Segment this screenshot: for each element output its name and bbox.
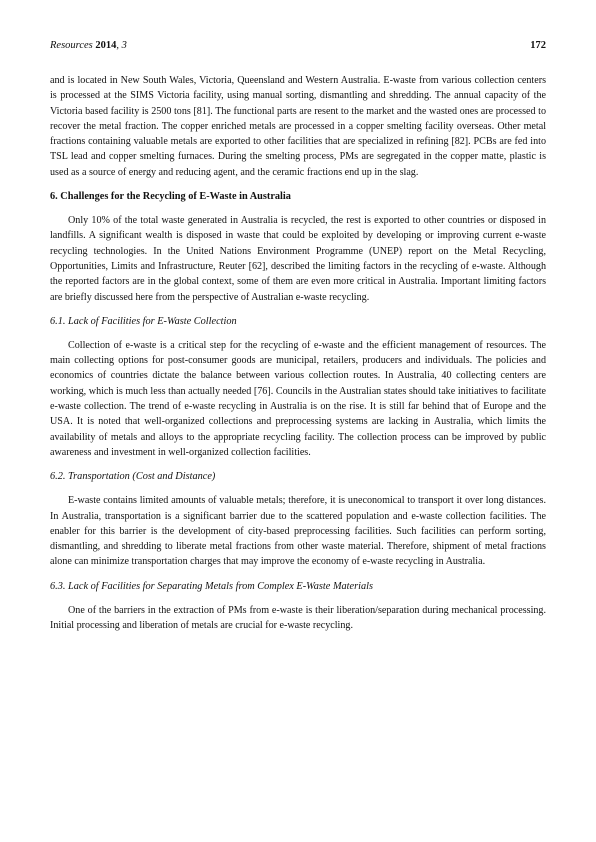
subsection-6-1-paragraph: Collection of e-waste is a critical step for the recycling of e-waste and the efficient management of resources. The main collecting options for post-consumer goods are municipal, retailers, producers and individuals. The policies and economics of countries dictate the balance between various collection routes. In Australia, 40 collecting centers are working, which is much less than actually needed [76]. Councils in the Australian states should take initiatives to facilitate e-waste collection. The trend of e-waste recycling in Australia is on the rise. It is still far behind that of Europe and the USA. It is noted that well-organized collections and preprocessing systems are lacking in Australia, which limits the availability of metals and alloys to the appropriate recycling facility. The collection process can be improved by public awareness and investment in well-organized collection facilities. <box>50 339 546 458</box>
subsection-6-1-heading: 6.1. Lack of Facilities for E-Waste Collection <box>50 315 237 327</box>
subsection-6-3-heading: 6.3. Lack of Facilities for Separating Metals from Complex E-Waste Materials <box>50 580 373 592</box>
page-number: 172 <box>530 40 546 51</box>
journal-volume: 3 <box>121 40 127 51</box>
paragraph-continued: and is located in New South Wales, Victoria, Queensland and Western Australia. E-waste from various collection centers is processed at the SIMS Victoria facility, using manual sorting, dismantling and shredding. The annual capacity of the Victoria based facility is 2500 tons [81]. The functional parts are resent to the market and the wasted ones are processed to recover the metal fraction. The copper enriched metals are processed in a copper smelting facility overseas. Other metal fractions containing valuable metals are exported to other facilities that are specialized in refining [82]. PCBs are fed into TSL lead and copper smelting furnaces. During the smelting process, PMs are segregated in the copper matte, plastic is used as a source of energy and reducing agent, and the ceramic fractions end up in the slag. <box>50 75 546 178</box>
document-page <box>50 40 546 633</box>
journal-name: Resources <box>50 40 93 51</box>
subsection-6-2-heading: 6.2. Transportation (Cost and Distance) <box>50 471 216 483</box>
journal-year: 2014 <box>95 40 117 51</box>
journal-citation: Resources 2014, 3 <box>50 40 127 51</box>
section-6-paragraph: Only 10% of the total waste generated in Australia is recycled, the rest is exported to other countries or disposed in landfills. A significant wealth is disposed in waste that could be exploited by developing or improving current e-waste recycling technologies. In the United Nations Environment Programme (UNEP) report on the Metal Recycling, Opportunities, Limits and Infrastructure, Reuter [62], described the limiting factors in the recycling of e-waste. Although the reported factors are in the global context, some of them are even more critical in Australia. Important limiting factors are briefly discussed here from the perspective of Australian e-waste recycling. <box>50 215 546 303</box>
subsection-6-3-paragraph: One of the barriers in the extraction of PMs from e-waste is their liberation/separation during mechanical processing. Initial processing and liberation of metals are crucial for e-waste recycling. <box>50 604 546 632</box>
section-6-heading: 6. Challenges for the Recycling of E-Waste in Australia <box>50 191 291 203</box>
running-header <box>50 40 546 54</box>
subsection-6-2-paragraph: E-waste contains limited amounts of valuable metals; therefore, it is uneconomical to transport it over long distances. In Australia, transportation is a significant barrier due to the scattered population and e-waste collection facilities. The enabler for this barrier is the development of city-based preprocessing facilities. Such facilities can perform sorting, dismantling, and shredding to liberate metal fractions from other waste material. Therefore, shipment of metal fractions alone can minimize transportation charges that may improve the economy of e-waste recycling in Australia. <box>50 495 546 568</box>
